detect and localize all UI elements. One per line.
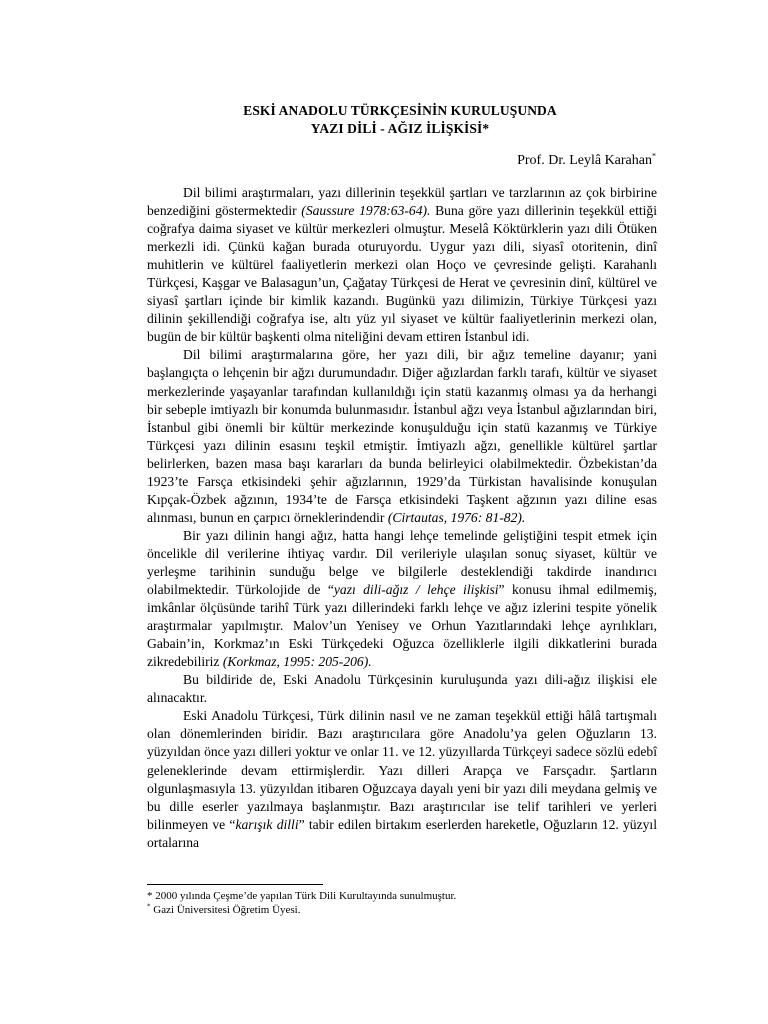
paper-title bbox=[140, 102, 660, 138]
italic-term-karisik-dilli: karışık dilli bbox=[235, 816, 299, 832]
paragraph-2-text-a: Dil bilimi araştırmalarına göre, her yazı dili, bir ağız temeline dayanır; yani başlangıçta o lehçenin bir ağzı durumundadır. Diğer ağızlardan farklı tarafı, kültür ve siyaset merkezlerinde yaşayanlar tarafından kullanıldığı için statü kazanmış olması ya da herhangi bir sebeple imtiyazlı bir konumda bulunmasıdır. İstanbul ağzı veya İstanbul ağızlarından biri, İstanbul gibi önemli bir kültür merkezinde konuşulduğu için statü kazanmış ve Türkiye Türkçesi yazı dilinin esasını teşkil etmiştir. İmtiyazlı ağzı, genellikle kültürel şartlar belirlerken, bazen masa başı kararları da bunda belirleyici olabilmektedir. Özbekistan’da 1923’te Farsça etkisindeki şehir ağızlarının, 1929’da Türkistan havalisinde konuşulan Kıpçak-Özbek ağzının, 1934’te de Farsça etkisindeki Taşkent ağzının yazı diline esas alınması, bunun en çarpıcı örneklerindendir bbox=[147, 347, 657, 525]
paragraph-4-text: Bu bildiride de, Eski Anadolu Türkçesinin kuruluşunda yazı dili-ağız ilişkisi ele alınacaktır. bbox=[147, 672, 657, 706]
title-line-2: YAZI DİLİ - AĞIZ İLİŞKİSİ* bbox=[310, 121, 490, 136]
paragraph-4 bbox=[147, 671, 657, 707]
author-line bbox=[517, 152, 656, 170]
footnote-divider bbox=[147, 884, 323, 885]
italic-term-yazi-dili: yazı dili-ağız / lehçe ilişkisi bbox=[333, 582, 499, 598]
footnote-1: * 2000 yılında Çeşme’de yapılan Türk Dili Kurultayında sunulmuştur. bbox=[147, 890, 457, 902]
paragraph-5 bbox=[147, 707, 657, 851]
title-line-1: ESKİ ANADOLU TÜRKÇESİNİN KURULUŞUNDA bbox=[243, 103, 557, 118]
footnote-2-mark: * bbox=[147, 902, 151, 911]
citation-cirtautas: (Cirtautas, 1976: 81-82). bbox=[387, 509, 526, 525]
paragraph-5-text-a: Eski Anadolu Türkçesi, Türk dilinin nasıl ve ne zaman teşekkül ettiği hâlâ tartışmalı olan dönemlerinden biridir. Bazı araştırıcılara göre Anadolu’ya gelen Oğuzların 13. yüzyıldan önce yazı dilleri yoktur ve onlar 11. ve 12. yüzyıllarda Türkçeyi sadece sözlü edebî geleneklerinde devam ettirmişlerdir. Yazı dilleri Arapça ve Farsçadır. Şartların olgunlaşmasıyla 13. yüzyıldan itibaren Oğuzcaya dayalı yeni bir yazı dili meydana gelmiş ve bu dille eserler yazılmaya başlanmıştır. Bazı araştırıcılar ise telif tarihleri ve yerleri bilinmeyen ve “ bbox=[147, 708, 657, 832]
paragraph-1 bbox=[147, 184, 657, 346]
paragraph-3 bbox=[147, 527, 657, 671]
author-name: Prof. Dr. Leylâ Karahan bbox=[517, 153, 652, 168]
citation-korkmaz: (Korkmaz, 1995: 205-206). bbox=[222, 654, 372, 670]
paragraph-1-text-a: Dil bilimi araştırmaları, yazı dillerinin teşekkül şartları ve tarzlarının az çok birbirine benzediğini göstermektedir bbox=[147, 185, 657, 219]
citation-saussure: (Saussure 1978:63-64). bbox=[301, 203, 431, 219]
paragraph-3-text-b: ” konusu ihmal edilmemiş, imkânlar ölçüsünde tarihî Türk yazı dillerindeki farklı lehçe ve ağız izlerini tespite yönelik araştırmalar yapılmıştır. Malov’un Yenisey ve Orhun Yazıtlarındaki lehçe ayrılıkları, Gabain’in, Korkmaz’ın Eski Türkçedeki Oğuzca özelliklerle ilgili dikkatlerini burada zikredebiliriz bbox=[147, 582, 657, 670]
body-text bbox=[147, 184, 657, 852]
paragraph-1-text-b: Buna göre yazı dillerinin teşekkül ettiği coğrafya daima siyaset ve kültür merkezleri olmuştur. Meselâ Köktürklerin yazı dili Ötüken merkezli idi. Çünkü kağan burada oturuyordu. Uygur yazı dili, siyasî otoritenin, dinî muhitlerin ve kültürel faaliyetlerin merkezi olan Hoço ve çevresinde gelişti. Karahanlı Türkçesi, Kaşgar ve Balasagun’un, Çağatay Türkçesi de Herat ve çevresinin dinî, kültürel ve siyasî şartları içinde bir kimlik kazandı. Bugünkü yazı dilimizin, Türkiye Türkçesi yazı dilinin şekillendiği coğrafya ise, altı yüz yıl siyaset ve kültür faaliyetlerinin merkezi olan, bugün de bir kültür başkenti olma niteliğini devam ettiren İstanbul idi. bbox=[147, 203, 657, 345]
paragraph-5-text-b: ” tabir edilen birtakım eserlerden hareketle, Oğuzların 12. yüzyıl ortalarına bbox=[147, 816, 657, 850]
footnote-2-text: Gazi Üniversitesi Öğretim Üyesi. bbox=[150, 904, 301, 916]
author-footnote-mark: * bbox=[652, 151, 656, 161]
paragraph-3-text-a: Bir yazı dilinin hangi ağız, hatta hangi lehçe temelinde geliştiğini tespit etmek için öncelikle dil verilerine ihtiyaç vardır. Dil verileriyle ulaşılan sonuç siyaset, kültür ve yerleşme tarihinin sunduğu belge ve bilgilerle desteklendiği takdirde inandırıcı olabilmektedir. Türkolojide de “ bbox=[147, 527, 657, 598]
footnote-2 bbox=[147, 903, 657, 917]
paragraph-2 bbox=[147, 346, 657, 526]
footnotes bbox=[147, 889, 657, 917]
